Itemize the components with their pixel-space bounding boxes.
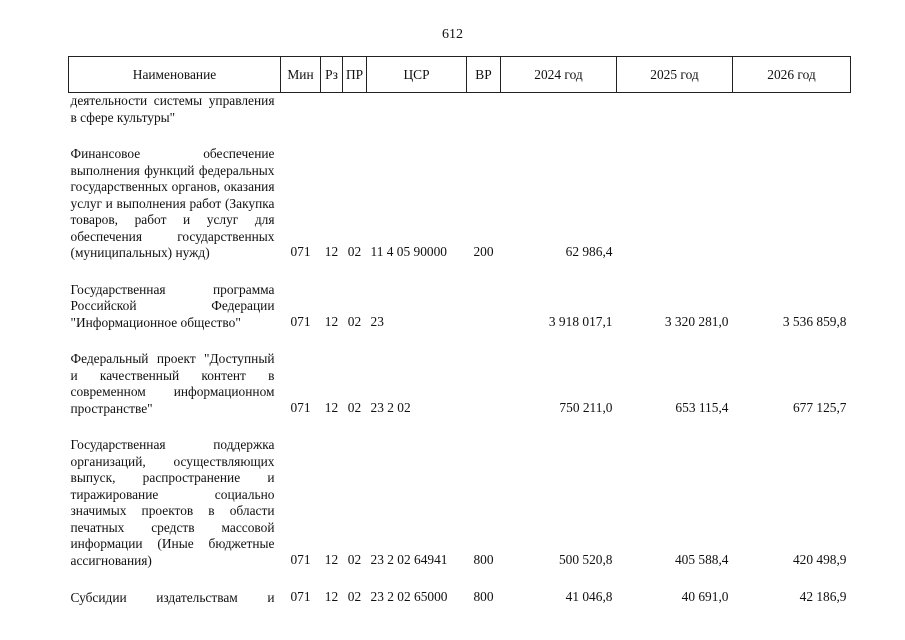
row-rz: 12: [324, 313, 339, 329]
row-min: 071: [290, 589, 311, 604]
row-csr: 23 2 02 64941: [370, 551, 448, 567]
row-2026: [733, 146, 851, 262]
row-pr: 02: [347, 313, 362, 329]
row-2026: 42 186,9: [799, 589, 847, 604]
col-header-2026: 2026 год: [733, 57, 851, 93]
row-min: 071: [290, 551, 311, 567]
row-csr: 11 4 05 90000: [370, 244, 447, 259]
row-2024: [501, 93, 617, 127]
row-vr: 800: [473, 589, 494, 604]
row-rz: [321, 93, 343, 127]
row-min: [281, 93, 321, 127]
row-2025: [617, 146, 733, 262]
row-pr: 02: [347, 244, 362, 259]
row-vr: [467, 282, 501, 332]
row-vr: [467, 351, 501, 417]
row-2026: 3 536 859,8: [782, 313, 847, 329]
row-pr: 02: [347, 399, 362, 415]
row-min: 071: [290, 313, 311, 329]
row-name: Субсидии издательствам и: [70, 590, 275, 605]
col-header-rz: Рз: [321, 57, 343, 93]
row-name: Финансовое обеспечение выполнения функций федеральных государственных органов, оказания услуг и выполнения работ (Закупка товаров, работ и услуг для обеспечения государственных (муниципальных) нужд): [70, 146, 275, 260]
table-row: [69, 351, 851, 417]
col-header-2025: 2025 год: [617, 57, 733, 93]
row-2025: 3 320 281,0: [664, 313, 729, 329]
row-name: деятельности системы управления в сфере культуры": [70, 93, 275, 125]
budget-table: [68, 56, 851, 607]
table-row: [69, 93, 851, 127]
table-row: [69, 282, 851, 332]
col-header-csr: ЦСР: [367, 57, 467, 93]
row-vr: 200: [473, 244, 494, 259]
row-csr: 23: [370, 313, 384, 329]
col-header-2024: 2024 год: [501, 57, 617, 93]
row-2024: 3 918 017,1: [548, 313, 613, 329]
col-header-name: Наименование: [69, 57, 281, 93]
row-2025: 40 691,0: [681, 589, 729, 604]
row-2026: [733, 93, 851, 127]
row-csr: [367, 93, 467, 127]
col-header-pr: ПР: [343, 57, 367, 93]
table-row: [69, 146, 851, 262]
row-2026: 420 498,9: [792, 551, 847, 567]
row-2026: 677 125,7: [792, 399, 847, 415]
row-min: 071: [290, 399, 311, 415]
col-header-vr: ВР: [467, 57, 501, 93]
row-2024: 750 211,0: [559, 399, 613, 415]
row-2025: 405 588,4: [674, 551, 729, 567]
row-vr: 800: [473, 551, 494, 567]
table-row: [69, 589, 851, 607]
row-pr: 02: [347, 589, 362, 604]
table-row: [69, 437, 851, 569]
row-2025: [617, 93, 733, 127]
row-2024: 62 986,4: [565, 244, 613, 259]
page-number: 612: [442, 27, 463, 42]
row-pr: 02: [347, 551, 362, 567]
header-row: [69, 57, 851, 93]
row-pr: [343, 93, 367, 127]
row-rz: 12: [324, 551, 339, 567]
row-rz: 12: [324, 244, 339, 259]
row-min: 071: [290, 244, 311, 259]
row-csr: 23 2 02: [370, 399, 411, 415]
row-vr: [467, 93, 501, 127]
row-rz: 12: [324, 399, 339, 415]
row-name: Государственная программа Российской Федерации "Информационное общество": [70, 281, 275, 330]
row-2024: 500 520,8: [558, 551, 613, 567]
col-header-min: Мин: [281, 57, 321, 93]
row-csr: 23 2 02 65000: [370, 589, 448, 604]
row-2024: 41 046,8: [565, 589, 613, 604]
row-name: Федеральный проект "Доступный и качественный контент в современном информационном пространстве": [70, 351, 275, 416]
row-rz: 12: [324, 589, 339, 604]
row-2025: 653 115,4: [675, 399, 729, 415]
row-name: Государственная поддержка организаций, осуществляющих выпуск, распространение и тиражирование социально значимых проектов в области печатных средств массовой информации (Иные бюджетные ассигнования): [70, 437, 275, 568]
